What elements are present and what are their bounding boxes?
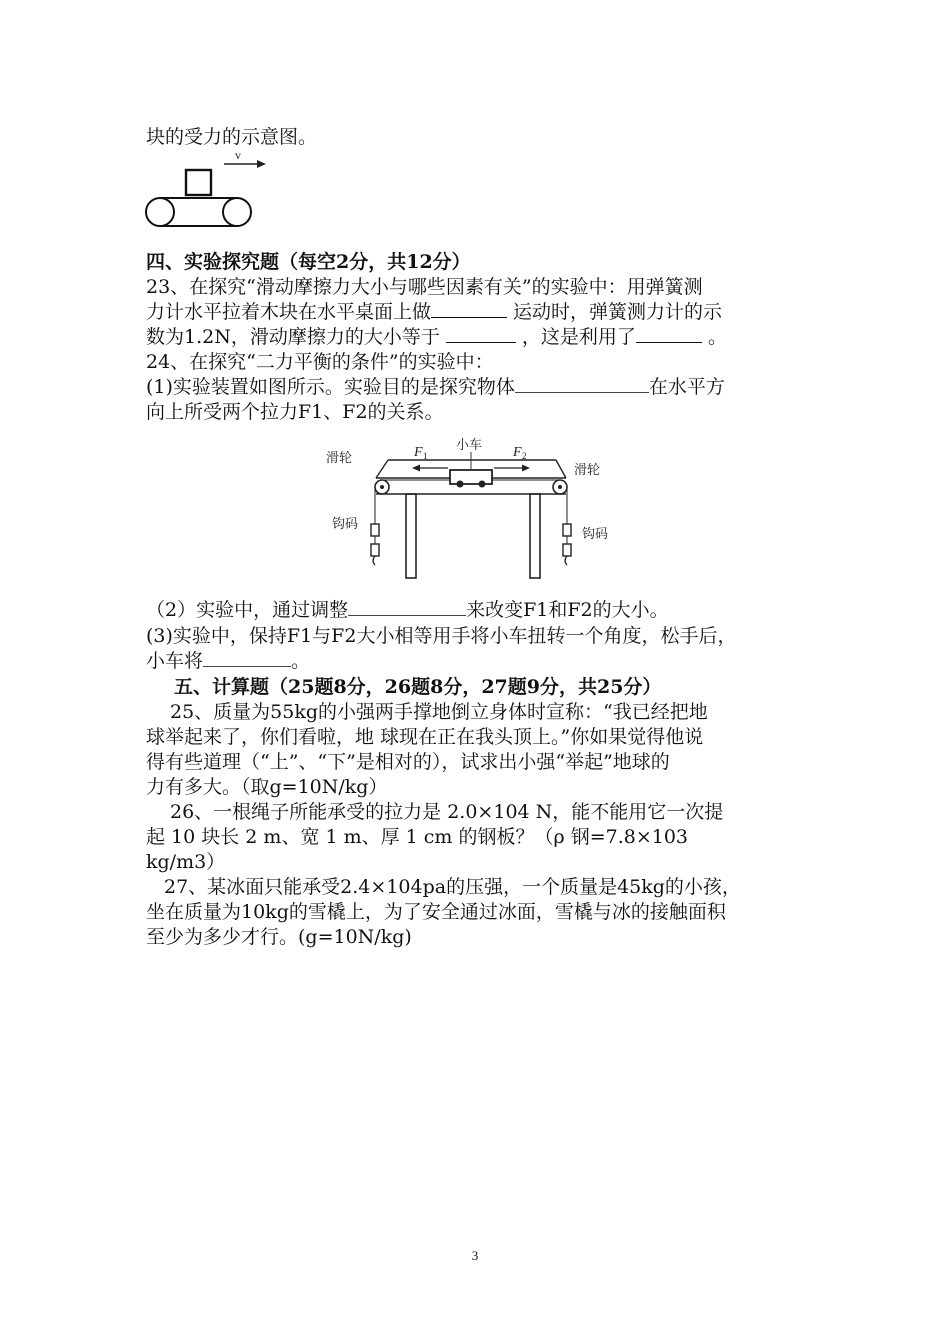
q26-line3: kg/m3） <box>146 851 226 873</box>
q23-line3-text-b: ，这是利用了 <box>515 326 636 348</box>
balance-apparatus-figure <box>326 432 618 582</box>
conveyor-belt-figure <box>140 150 270 232</box>
q23-line2-text-b: 运动时，弹簧测力计的示 <box>507 301 723 323</box>
left-roller <box>146 198 174 226</box>
q23-line1: 23、在探究“滑动摩擦力大小与哪些因素有关”的实验中：用弹簧测 <box>146 276 703 298</box>
label-pulley-right: 滑轮 <box>574 463 601 478</box>
q23-line3-text-c: 。 <box>701 326 727 348</box>
label-f2: F <box>513 445 522 460</box>
q23-line2-text-a: 力计水平拉着木块在水平桌面上做 <box>146 301 432 323</box>
q24-part3-line2 <box>146 648 310 674</box>
force-arrow-f1 <box>412 465 420 472</box>
q25-line3: 得有些道理（“上”、“下”是相对的），试求出小强“举起”地球的 <box>146 751 670 773</box>
section5-heading: 五、计算题（25题8分，26题8分，27题9分，共25分） <box>174 676 662 698</box>
page-number: 3 <box>471 1248 479 1263</box>
block <box>186 170 211 195</box>
answer-blank-q24-2[interactable] <box>348 597 466 616</box>
velocity-arrow <box>257 160 266 168</box>
q24-part2-text-a: （2）实验中，通过调整 <box>146 599 349 621</box>
label-cart: 小车 <box>456 438 483 453</box>
q25-line2: 球举起来了，你们看啦，地 球现在正在我头顶上。”你如果觉得他说 <box>146 726 704 748</box>
intro-end-line: 块的受力的示意图。 <box>146 126 318 148</box>
q24-part2-text-b: 来改变F1和F2的大小。 <box>466 599 669 621</box>
answer-blank-q24-3[interactable] <box>203 648 291 667</box>
label-weight-left: 钩码 <box>332 517 359 532</box>
q24-part2-line <box>146 597 669 623</box>
q26-line2: 起 10 块长 2 m、宽 1 m、厚 1 cm 的钢板？（ρ 钢=7.8×103 <box>146 826 689 848</box>
cart <box>450 470 492 484</box>
q24-part3-line1: (3)实验中，保持F1与F2大小相等用手将小车扭转一个角度，松手后， <box>146 625 737 647</box>
q24-part1-line1 <box>146 374 725 400</box>
q24-part1-line2: 向上所受两个拉力F1、F2的关系。 <box>146 401 444 423</box>
table-leg-left <box>406 494 416 578</box>
label-f1: F <box>414 445 423 460</box>
q24-line1: 24、在探究“二力平衡的条件”的实验中： <box>146 351 494 373</box>
force-arrow-f2 <box>522 465 530 472</box>
answer-blank-q24-1[interactable] <box>515 374 649 393</box>
q25-line1: 25、质量为55kg的小强两手撑地倒立身体时宣称：“我已经把地 <box>170 701 708 723</box>
answer-blank-q23-3[interactable] <box>636 324 702 343</box>
label-weight-right: 钩码 <box>582 527 609 542</box>
right-roller <box>223 198 251 226</box>
velocity-label: v <box>235 150 241 162</box>
q27-line2: 坐在质量为10kg的雪橇上，为了安全通过冰面，雪橇与冰的接触面积 <box>146 901 726 923</box>
table-leg-right <box>530 494 540 578</box>
answer-blank-q23-2[interactable] <box>446 324 516 343</box>
section4-heading: 四、实验探究题（每空2分，共12分） <box>146 251 471 273</box>
q26-line1: 26、一根绳子所能承受的拉力是 2.0×104 N，能不能用它一次提 <box>170 801 724 823</box>
cart-wheel-right <box>479 481 486 488</box>
left-weight-lower <box>371 544 379 556</box>
q24-part1-text-a: (1)实验装置如图所示。实验目的是探究物体 <box>146 376 515 398</box>
q24-part1-text-b: 在水平方 <box>648 376 725 398</box>
q27-line3: 至少为多少才行。(g=10N/kg) <box>146 926 412 948</box>
q24-part3-text-c: 。 <box>291 650 311 672</box>
q23-line2 <box>146 299 722 325</box>
q24-part3-text-a: 小车将 <box>146 650 204 672</box>
answer-blank-q23-1[interactable] <box>431 299 507 318</box>
q23-line3-text-a: 数为1.2N，滑动摩擦力的大小等于 <box>146 326 446 348</box>
right-weight-upper <box>563 524 571 536</box>
left-weight-upper <box>371 524 379 536</box>
cart-wheel-left <box>457 481 464 488</box>
q23-line3 <box>146 324 727 350</box>
label-pulley-left: 滑轮 <box>326 451 353 466</box>
label-f1-subscript: 1 <box>423 451 428 461</box>
q27-line1: 27、某冰面只能承受2.4×104pa的压强，一个质量是45kg的小孩， <box>164 876 741 898</box>
q25-line4: 力有多大。（取g=10N/kg） <box>146 776 388 798</box>
right-weight-lower <box>563 544 571 556</box>
label-f2-subscript: 2 <box>522 451 527 461</box>
